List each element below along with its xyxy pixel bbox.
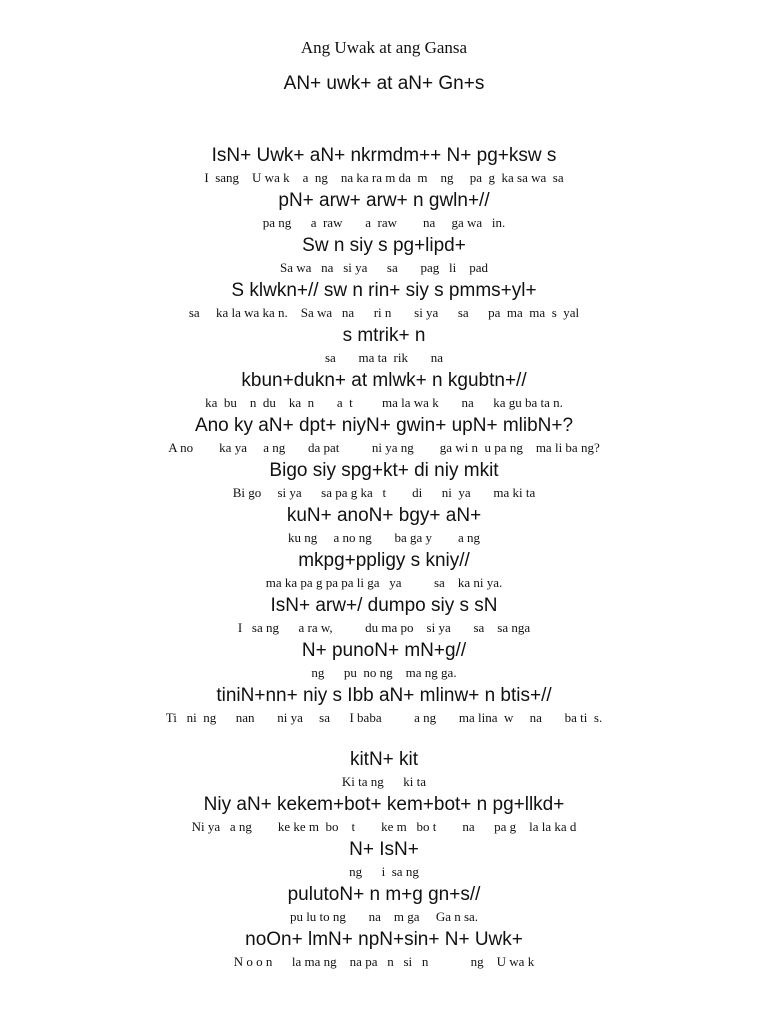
latin-text: ng i sa ng xyxy=(349,864,419,879)
latin-text: sa ma ta rik na xyxy=(324,350,444,365)
verse-line xyxy=(0,459,768,501)
script-text: noOn+ lmN+ npN+sin+ N+ Uwk+ xyxy=(245,929,523,950)
script-text: Sw n siy s pg+lipd+ xyxy=(302,235,466,256)
script-text: tiniN+nn+ niy s Ibb aN+ mlinw+ n btis+// xyxy=(216,685,552,706)
latin-text: Bi go si ya sa pa g ka t di ni ya ma ki ta xyxy=(232,485,536,500)
verse-line xyxy=(0,639,768,681)
latin-text: I sang U wa k a ng na ka ra m da m ng pa g ka sa wa sa xyxy=(204,170,564,185)
script-text: kitN+ kit xyxy=(349,749,419,770)
verse-line xyxy=(0,883,768,925)
script-text: kuN+ anoN+ bgy+ aN+ xyxy=(286,505,482,526)
script-text: pN+ arw+ arw+ n gwln+// xyxy=(278,190,490,211)
script-text: kbun+dukn+ at mlwk+ n kgubtn+// xyxy=(241,370,527,391)
script-text: pulutoN+ n m+g gn+s// xyxy=(287,884,481,905)
latin-text: Ti ni ng nan ni ya sa I baba a ng ma lina w na ba ti s. xyxy=(165,710,603,725)
verse-line xyxy=(0,549,768,591)
verse-line xyxy=(0,324,768,366)
latin-text: ng pu no ng ma ng ga. xyxy=(311,665,457,680)
verse-line xyxy=(0,594,768,636)
latin-text: ma ka pa g pa pa li ga ya sa ka ni ya. xyxy=(265,575,503,590)
verse-line xyxy=(0,279,768,321)
script-text: Ano ky aN+ dpt+ niyN+ gwin+ upN+ mlibN+? xyxy=(194,415,574,436)
document-subtitle-script: AN+ uwk+ at aN+ Gn+s xyxy=(283,73,485,94)
verse-line xyxy=(0,684,768,726)
verse-line xyxy=(0,928,768,970)
script-text: N+ IsN+ xyxy=(349,839,419,860)
script-text: mkpg+ppligy s kniy// xyxy=(298,550,470,571)
verse-line xyxy=(0,838,768,880)
verse-line xyxy=(0,793,768,835)
script-text: N+ punoN+ mN+g// xyxy=(301,640,467,661)
script-text: S klwkn+// sw n rin+ siy s pmms+yl+ xyxy=(231,280,537,301)
verse-line xyxy=(0,189,768,231)
latin-text: ka bu n du ka n a t ma la wa k na ka gu ba ta n. xyxy=(205,395,563,410)
verse-line xyxy=(0,504,768,546)
latin-text: pa ng a raw a raw na ga wa in. xyxy=(262,215,506,230)
script-text: Niy aN+ kekem+bot+ kem+bot+ n pg+llkd+ xyxy=(203,794,565,815)
latin-text: ku ng a no ng ba ga y a ng xyxy=(287,530,481,545)
latin-text: Sa wa na si ya sa pag li pad xyxy=(280,260,488,275)
latin-text: Ni ya a ng ke ke m bo t ke m bo t na pa g la la ka d xyxy=(191,819,577,834)
script-text: IsN+ Uwk+ aN+ nkrmdm++ N+ pg+ksw s xyxy=(211,145,557,166)
latin-text: I sa ng a ra w, du ma po si ya sa sa nga xyxy=(237,620,531,635)
verse-line xyxy=(0,369,768,411)
latin-text: N o o n la ma ng na pa n si n ng U wa k xyxy=(233,954,535,969)
latin-text: A no ka ya a ng da pat ni ya ng ga wi n u pa ng ma li ba ng? xyxy=(168,440,600,455)
script-text: IsN+ arw+/ dumpo siy s sN xyxy=(270,595,498,616)
verse-line xyxy=(0,144,768,186)
latin-text: Ki ta ng ki ta xyxy=(341,774,427,789)
verse-line xyxy=(0,234,768,276)
script-text: s mtrik+ n xyxy=(342,325,426,346)
verse-line xyxy=(0,414,768,456)
latin-text: sa ka la wa ka n. Sa wa na ri n si ya sa pa ma ma s yal xyxy=(188,305,580,320)
latin-text: pu lu to ng na m ga Ga n sa. xyxy=(289,909,479,924)
document-title: Ang Uwak at ang Gansa xyxy=(300,38,468,57)
script-text: Bigo siy spg+kt+ di niy mkit xyxy=(269,460,499,481)
verse-line xyxy=(0,748,768,790)
